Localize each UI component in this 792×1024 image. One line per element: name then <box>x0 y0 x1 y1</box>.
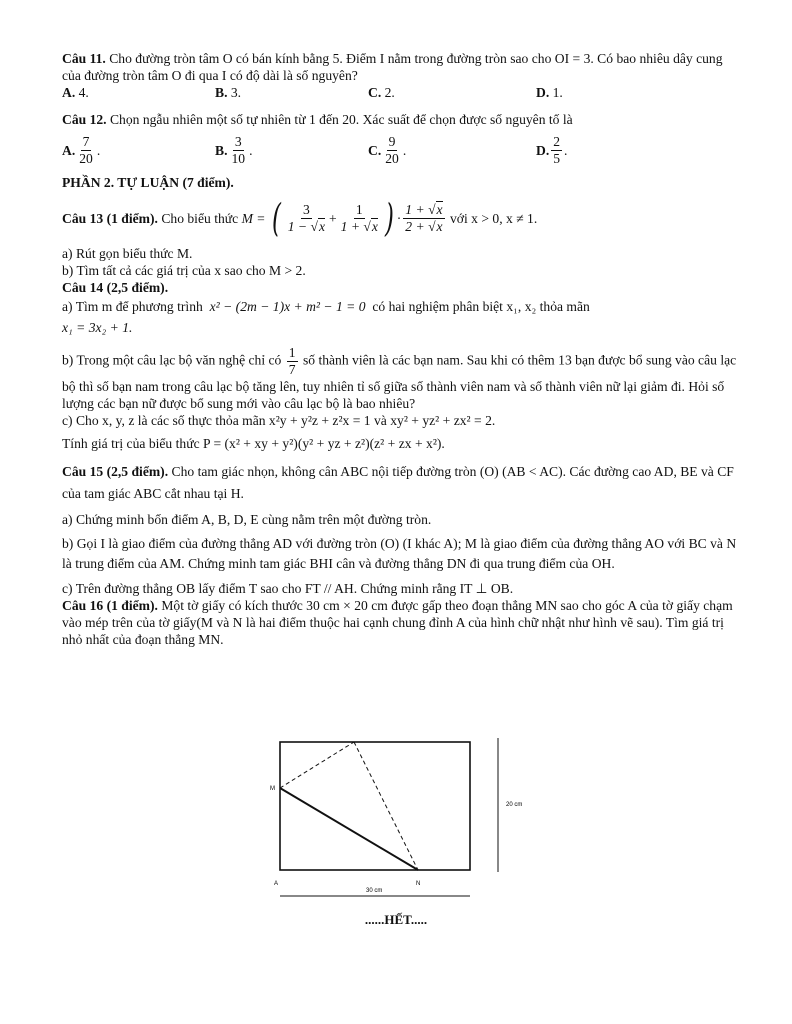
question-15b: b) Gọi I là giao điểm của đường thẳng AD với đường tròn (O) (I khác A); M là giao điểm của đường thẳng AO với BC và N là trung điểm của AM. Chứng minh tam giác BHI cân và đường thẳng DN đi qua trung điểm của OH. <box>62 536 737 571</box>
equation: x² − (2m − 1)x + m² − 1 = 0 <box>209 299 366 314</box>
question-15c: c) Trên đường thẳng OB lấy điểm T sao cho FT // AH. Chứng minh rằng IT ⊥ OB. <box>62 581 514 596</box>
question-14a: a) Tìm m để phương trình x² − (2m − 1)x + m² − 1 = 0 có hai nghiệm phân biệt x₁, x₂ thỏa mãn <box>62 299 590 314</box>
question-14a-condition: x₁ = 3x₂ + 1. <box>62 320 133 335</box>
label-width: 30 cm <box>366 888 383 894</box>
option-b: B. $\frac{3}{10}$ . <box>215 133 253 166</box>
question-14c: c) Cho x, y, z là các số thực thỏa mãn x²y + y²z + z²x = 1 và xy² + yz² + zx² = 2. <box>62 413 496 428</box>
question-15 <box>62 461 742 505</box>
expression-m: M = ( $\frac{3}{1 - √x}$ + $\frac{1}{1 + √x}$ ) · $\frac{1 + √x}{2 + √x}$ <box>241 196 443 240</box>
question-13-condition: với x > 0, x ≠ 1. <box>449 210 538 226</box>
question-13-label: Câu 13 (1 điểm). <box>62 210 158 226</box>
question-13b: b) Tìm tất cả các giá trị của x sao cho M > 2. <box>62 263 306 278</box>
question-11 <box>62 50 742 84</box>
question-12-options <box>62 130 742 170</box>
option-a: A. $\frac{7}{20}$ . <box>62 133 101 166</box>
part-2-title: PHẦN 2. TỰ LUẬN (7 điểm). <box>62 175 234 190</box>
label-height: 20 cm <box>506 802 523 808</box>
question-16-label: Câu 16 (1 điểm). <box>62 598 158 613</box>
option-b: B. 3. <box>215 85 242 100</box>
question-13-intro: Cho biểu thức <box>161 210 239 226</box>
question-15-label: Câu 15 (2,5 điểm). <box>62 464 169 479</box>
dashed-line-m-top <box>280 742 354 788</box>
label-n: N <box>416 881 421 887</box>
option-d: D. $\frac{2}{5}$ . <box>536 133 568 166</box>
question-16-text: Một tờ giấy có kích thước 30 cm × 20 cm được gấp theo đoạn thẳng MN sao cho góc A của tờ giấy chạm vào mép trên của tờ giấy(M và N là hai điểm thuộc hai cạnh chung đỉnh A của hình chữ nhật như hình vẽ sau). Tìm giá trị nhỏ nhất của đoạn thẳng MN. <box>62 598 733 647</box>
question-14c-expression: Tính giá trị của biểu thức P = (x² + xy + y²)(y² + yz + z²)(z² + zx + x²). <box>62 436 445 451</box>
question-13a: a) Rút gọn biểu thức M. <box>62 246 193 261</box>
question-12 <box>62 111 742 128</box>
option-d: D. 1. <box>536 85 563 100</box>
label-a: A <box>274 881 279 887</box>
question-12-text: Chọn ngẫu nhiên một số tự nhiên từ 1 đến 20. Xác suất để chọn được số nguyên tố là <box>109 112 573 127</box>
question-16 <box>62 597 742 648</box>
question-15-text: Cho tam giác nhọn, không cân ABC nội tiếp đường tròn (O) (AB < AC). Các đường cao AD, BE và CF của tam giác ABC cắt nhau tại H. <box>62 464 734 501</box>
question-13 <box>62 195 742 241</box>
question-14-label: Câu 14 (2,5 điểm). <box>62 280 169 295</box>
option-c: C. $\frac{9}{20}$ . <box>368 133 407 166</box>
label-m: M <box>270 786 275 792</box>
exam-page <box>62 50 742 648</box>
question-11-label: Câu 11. <box>62 51 106 66</box>
question-11-options <box>62 84 742 102</box>
question-11-text: Cho đường tròn tâm O có bán kính bằng 5. Điểm I nằm trong đường tròn sao cho OI = 3. Có bao nhiêu dây cung của đường tròn tâm O đi qua I có độ dài là số nguyên? <box>62 51 723 83</box>
paper-fold-figure <box>258 730 538 930</box>
question-12-label: Câu 12. <box>62 112 107 127</box>
end-marker: ......HẾT..... <box>364 912 428 927</box>
option-c: C. 2. <box>368 85 395 100</box>
fold-line-mn <box>280 788 418 870</box>
question-15a: a) Chứng minh bốn điểm A, B, D, E cùng nằm trên một đường tròn. <box>62 512 432 527</box>
option-a: A. 4. <box>62 85 89 100</box>
question-14b: b) Trong một câu lạc bộ văn nghệ chỉ có $\frac{1}{7}$ số thành viên là các bạn nam. Sau khi có thêm 13 bạn được bổ sung vào câu lạc bộ thì số bạn nam trong câu lạc bộ tăng lên, tuy nhiên tỉ số giữa số thành viên nam và số thành viên nữ lại giảm đi. Hỏi số lượng các bạn nữ được bổ sung mới vào câu lạc bộ là bao nhiêu? <box>62 345 737 411</box>
